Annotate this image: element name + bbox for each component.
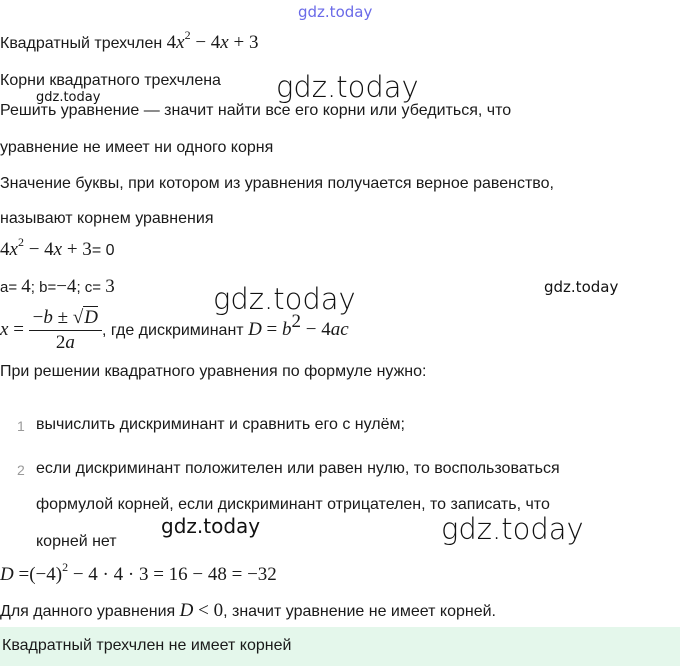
procedure-intro: При решении квадратного уравнения по формуле нужно: [0,363,427,380]
list-item: вычислить дискриминант и сравнить его с нулём; [36,416,405,433]
formula-fraction: $\frac{-b \pm √D}{2a}$ [29,306,102,354]
list-item-continued: корней нет [36,533,117,550]
definition-line-2: уравнение не имеет ни одного корня [0,139,274,156]
conclusion-line: Для данного уравнения D < 0, значит уравнение не имеет корней. [0,600,496,621]
trinomial-label: Квадратный трехчлен [0,35,167,52]
trinomial-line [0,27,259,54]
watermark-medium: gdz.today [161,514,261,538]
equation-line: $4x^2 - 4x + 3= 0$ [0,234,115,260]
answer-box [0,627,680,666]
watermark-large: gdz.today [441,512,584,546]
definition-line-4: называют корнем уравнения [0,210,214,227]
list-item: если дискриминант положителен или равен нулю, то воспользоваться [36,460,560,477]
list-number: 1 [17,418,25,434]
list-item-continued: формулой корней, если дискриминант отрицателен, то записать, что [36,496,550,513]
watermark-large: gdz.today [213,282,356,316]
list-number: 2 [17,462,25,478]
quadratic-formula-line: x = $\frac{-b \pm √D}{2a}$ , где дискриминант $D = b^2 - 4ac$ [0,307,349,354]
answer-text: Квадратный трехчлен не имеет корней [2,637,292,654]
coefficients-line: a= 4; b=−4; c= 3 [0,276,115,297]
watermark-top: gdz.today [298,3,373,21]
trinomial-expression: $4x^2 - 4x + 3$ [166,27,259,53]
watermark-small: gdz.today [544,278,619,296]
watermark-small: gdz.today [36,90,101,105]
definition-line-1: Решить уравнение — значит найти все его корни или убедиться, что [0,102,512,119]
discriminant-calculation: $D =(-4)^2 - 4 \cdot 4 \cdot 3 = 16 - 48 = -32$ [0,559,277,585]
watermark-large: gdz.today [276,70,419,104]
heading-roots: Корни квадратного трехчлена [0,72,221,89]
definition-line-3: Значение буквы, при котором из уравнения получается верное равенство, [0,175,554,192]
